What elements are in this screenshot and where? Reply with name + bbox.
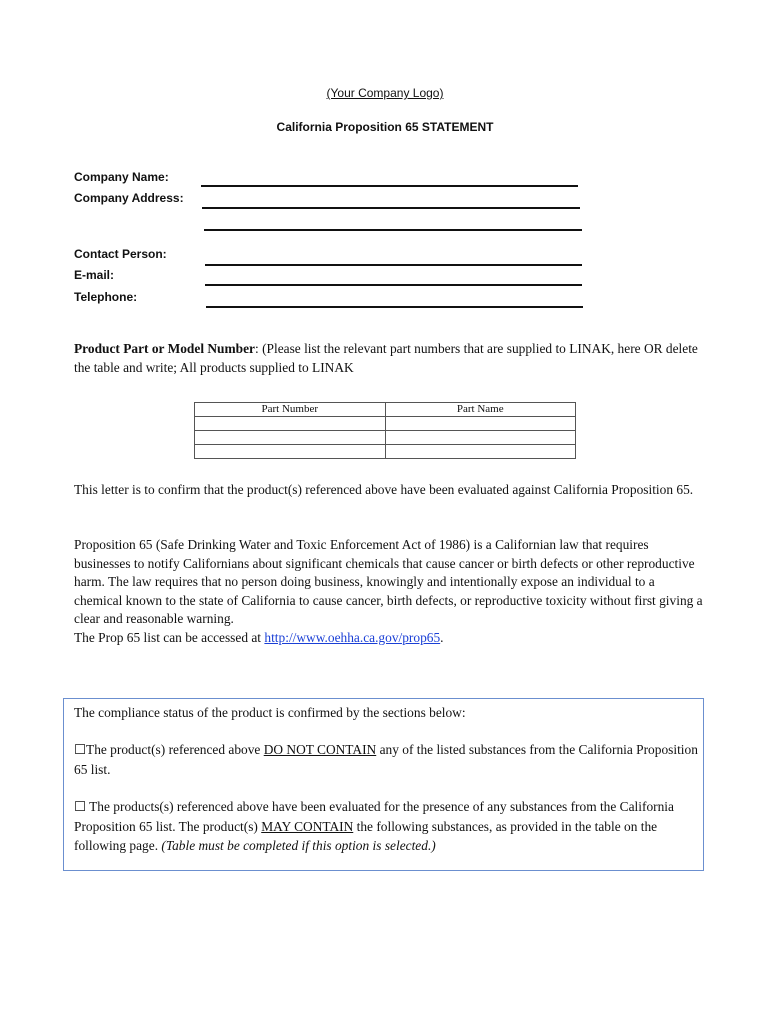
email-line[interactable] [205, 284, 582, 286]
telephone-label: Telephone: [74, 290, 138, 304]
product-part-paragraph [74, 340, 704, 377]
compliance-intro: The compliance status of the product is confirmed by the sections below: [74, 705, 466, 720]
option2-note: (Table must be completed if this option is selected.) [161, 838, 436, 853]
email-label: E-mail: [74, 268, 115, 282]
document-title: California Proposition 65 STATEMENT [276, 120, 494, 134]
part-name-cell[interactable] [385, 431, 576, 445]
contact-person-label: Contact Person: [74, 247, 167, 261]
option2-emphasis: MAY CONTAIN [261, 818, 354, 834]
compliance-option-may-contain [74, 797, 699, 856]
checkbox-icon[interactable]: ☐ [74, 799, 87, 814]
product-part-instruction: : (Please list the relevant part numbers that are supplied to LINAK, here OR delete the table and write; All products supplied to LINAK [74, 341, 698, 375]
company-name-label: Company Name: [74, 170, 169, 184]
prop65-list-suffix: . [440, 629, 444, 645]
part-number-header: Part Number [195, 403, 386, 417]
prop65-list-prefix: The Prop 65 list can be accessed at [74, 629, 265, 645]
checkbox-icon[interactable]: ☐ [74, 742, 87, 757]
option2-text-before: The products(s) referenced above have been evaluated for the presence of any substances from the California Proposition 65 list. The product(s) [74, 799, 674, 834]
table-row [195, 445, 576, 459]
prop65-description: Proposition 65 (Safe Drinking Water and Toxic Enforcement Act of 1986) is a Californian law that requires businesses to notify Californians about significant chemicals that cause cancer or birth defects or other reproductive harm. The law requires that no person doing business, knowingly and intentionally expose an individual to a chemical known to the state of California to cause cancer, birth defects, or reproductive toxicity without first giving a clear and reasonable warning. [74, 537, 703, 627]
option2-text-after: the following substances, as provided in the table on the following page. [74, 818, 658, 853]
part-number-cell[interactable] [195, 431, 386, 445]
table-row [195, 431, 576, 445]
part-name-cell[interactable] [385, 417, 576, 431]
prop65-paragraph [74, 536, 704, 648]
company-address-label: Company Address: [74, 191, 184, 205]
parts-table [194, 402, 576, 459]
company-name-line[interactable] [201, 185, 578, 187]
table-header-row [195, 403, 576, 417]
part-name-header: Part Name [385, 403, 576, 417]
compliance-option-do-not-contain [74, 740, 699, 779]
prop65-link[interactable]: http://www.oehha.ca.gov/prop65 [264, 629, 441, 645]
telephone-line[interactable] [206, 306, 583, 308]
logo-placeholder-text: (Your Company Logo) [326, 86, 444, 100]
part-number-cell[interactable] [195, 417, 386, 431]
company-logo-placeholder [0, 86, 770, 100]
company-address-line-2[interactable] [204, 229, 582, 231]
option1-emphasis: DO NOT CONTAIN [263, 742, 377, 757]
option1-text-before: The product(s) referenced above [86, 742, 264, 757]
product-part-heading: Product Part or Model Number [74, 341, 255, 356]
part-number-cell[interactable] [195, 445, 386, 459]
part-name-cell[interactable] [385, 445, 576, 459]
company-address-line-1[interactable] [202, 207, 580, 209]
table-row [195, 417, 576, 431]
compliance-box [63, 698, 704, 871]
option1-text-after: any of the listed substances from the California Proposition 65 list. [74, 742, 698, 777]
confirmation-paragraph: This letter is to confirm that the product(s) referenced above have been evaluated against California Proposition 65. [74, 482, 694, 497]
contact-person-line[interactable] [205, 264, 582, 266]
